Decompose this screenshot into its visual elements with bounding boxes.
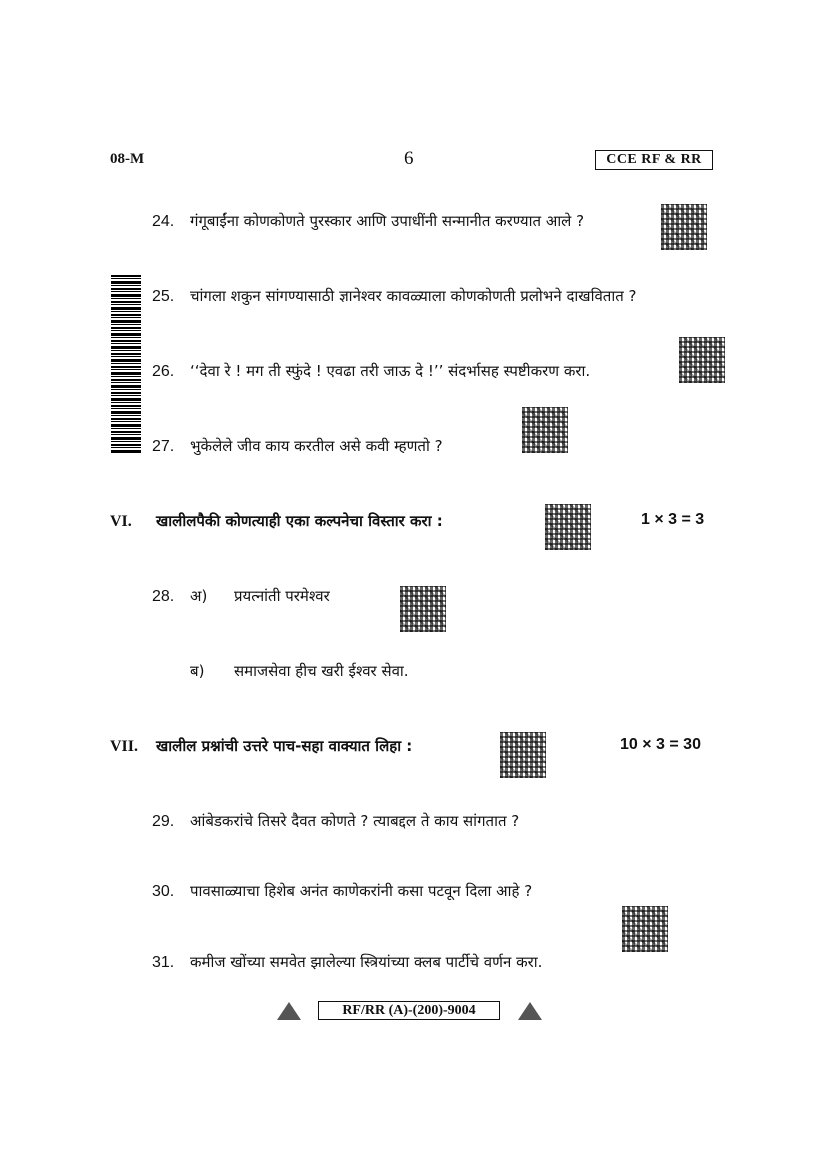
qr-code-icon — [622, 906, 668, 952]
question-number: 24. — [152, 213, 175, 230]
qr-code-icon — [400, 586, 446, 632]
question-text: कमीज खोंच्या समवेत झालेल्या स्त्रियांच्या क्लब पार्टीचे वर्णन करा. — [190, 953, 543, 971]
question-27 — [152, 436, 443, 456]
question-text: भुकेलेले जीव काय करतील असे कवी म्हणतो ? — [190, 437, 443, 455]
section-vii-heading — [110, 736, 412, 756]
section-marks: 1 × 3 = 3 — [641, 511, 705, 528]
barcode-icon — [111, 275, 141, 453]
question-number: 27. — [152, 438, 175, 455]
paper-code: 08-M — [110, 151, 145, 167]
question-number: 25. — [152, 288, 175, 305]
question-text: गंगूबाईंना कोणकोणते पुरस्कार आणि उपाधींनी सन्मानीत करण्यात आले ? — [190, 212, 585, 230]
option-text: प्रयत्नांती परमेश्वर — [234, 587, 330, 605]
triangle-up-icon — [518, 1002, 542, 1020]
page-number: 6 — [404, 148, 414, 169]
question-number: 26. — [152, 363, 175, 380]
section-instruction: खालील प्रश्नांची उत्तरे पाच-सहा वाक्यात लिहा : — [156, 737, 413, 755]
qr-code-icon — [500, 732, 546, 778]
question-text: चांगला शकुन सांगण्यासाठी ज्ञानेश्वर कावळ्याला कोणकोणती प्रलोभने दाखवितात ? — [190, 287, 637, 305]
section-number: VI. — [110, 513, 132, 530]
section-instruction: खालीलपैकी कोणत्याही एका कल्पनेचा विस्तार करा : — [156, 512, 443, 530]
option-label: अ) — [190, 587, 208, 605]
question-text: पावसाळ्याचा हिशेब अनंत काणेकरांनी कसा पटवून दिला आहे ? — [190, 882, 533, 900]
qr-code-icon — [661, 204, 707, 250]
question-number: 31. — [152, 954, 175, 971]
series-box: CCE RF & RR — [595, 150, 713, 170]
question-number: 29. — [152, 813, 175, 830]
option-label: ब) — [190, 662, 205, 680]
triangle-up-icon — [277, 1002, 301, 1020]
section-vi-heading — [110, 511, 443, 531]
section-number: VII. — [110, 738, 139, 755]
question-24 — [152, 211, 584, 231]
qr-code-icon — [679, 337, 725, 383]
qr-code-icon — [545, 504, 591, 550]
section-marks: 10 × 3 = 30 — [620, 736, 701, 753]
question-text: ‘‘देवा रे ! मग ती स्फुंदे ! एवढा तरी जाऊ दे !’’ संदर्भासह स्पष्टीकरण करा. — [190, 362, 591, 380]
question-30 — [152, 881, 532, 901]
question-31 — [152, 952, 542, 972]
question-26 — [152, 361, 590, 381]
question-number: 28. — [152, 588, 175, 605]
question-number: 30. — [152, 883, 175, 900]
option-text: समाजसेवा हीच खरी ईश्वर सेवा. — [234, 662, 409, 680]
question-28 — [152, 586, 330, 606]
qr-code-icon — [522, 407, 568, 453]
question-28-option-b — [190, 661, 409, 681]
footer-code: RF/RR (A)-(200)-9004 — [318, 1001, 500, 1020]
question-25 — [152, 286, 637, 306]
question-text: आंबेडकरांचे तिसरे दैवत कोणते ? त्याबद्दल ते काय सांगतात ? — [190, 812, 520, 830]
question-29 — [152, 811, 519, 831]
